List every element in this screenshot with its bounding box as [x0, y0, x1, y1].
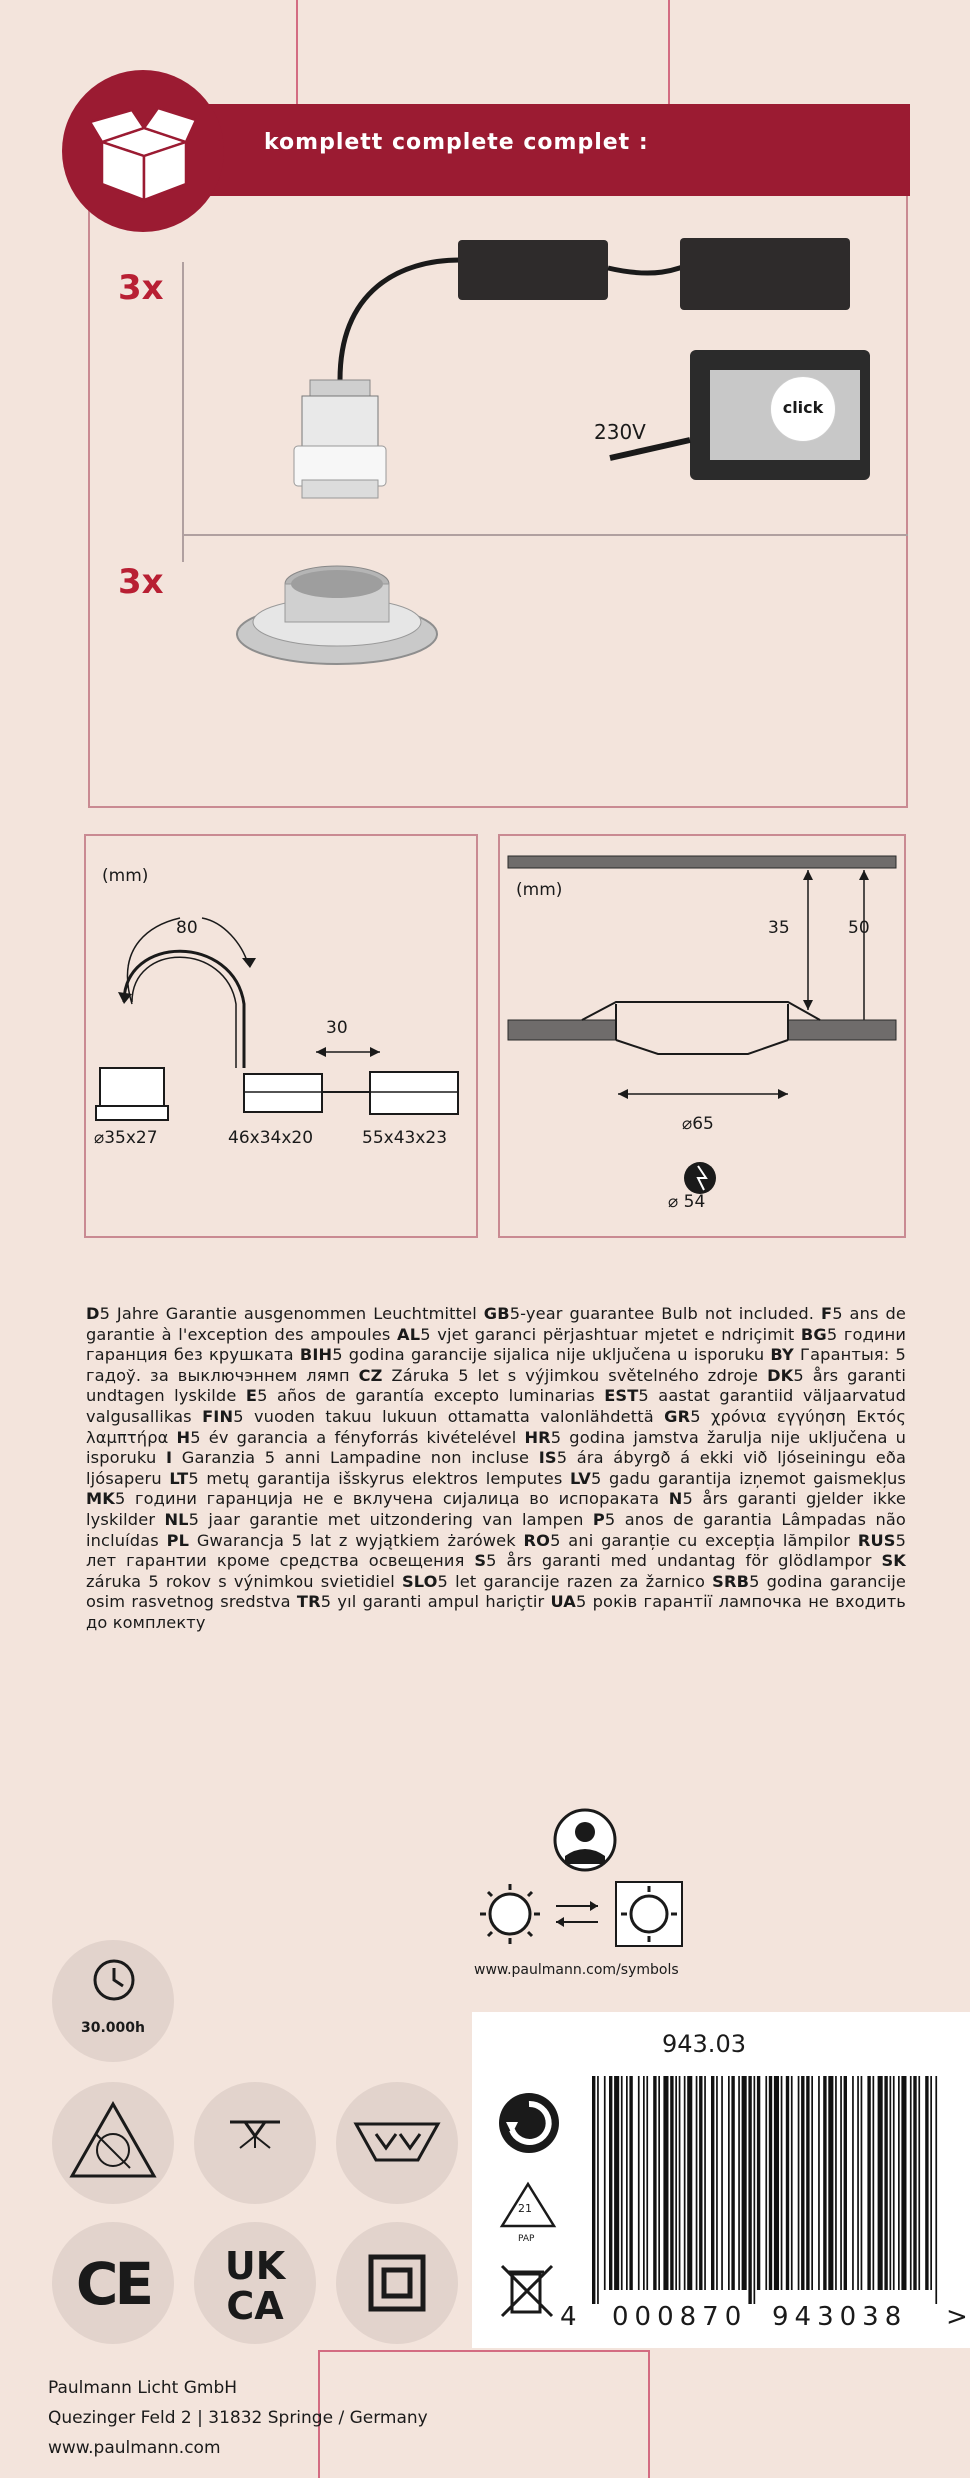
guarantee-lang-text: 5 års garanti undtagen lyskilde [86, 1365, 907, 1406]
depth-inner-label: 35 [768, 918, 790, 938]
barcode-bar [791, 2076, 793, 2290]
guarantee-lang-code: UA [550, 1592, 576, 1612]
dims-right-unit: (mm) [516, 880, 563, 900]
barcode-bar [653, 2076, 656, 2290]
ukca-mark-top: UK [224, 2244, 286, 2288]
mounting-badge [336, 2082, 458, 2204]
barcode-bar [901, 2076, 906, 2290]
guarantee-lang-code: FIN [202, 1406, 234, 1426]
guarantee-lang-text: 5 års garanti med undantag för glödlampor [486, 1551, 882, 1571]
ean-barcode [588, 2076, 948, 2304]
guarantee-lang-text: 5 ans de garantie à l'exception des ampoules [86, 1304, 906, 1344]
barcode-bar [604, 2076, 606, 2290]
guarantee-lang-code: RUS [857, 1530, 896, 1550]
barcode-bar [696, 2076, 698, 2290]
package-badge [62, 70, 224, 232]
barcode-bar [687, 2076, 692, 2290]
guarantee-lang-text: 5 års garanti gjelder ikke lyskilder [86, 1489, 906, 1529]
guarantee-lang-text: 5 jaar garantie met uitzondering van lampen [188, 1509, 593, 1529]
installer-sun-symbols [470, 1806, 700, 1956]
barcode-bar [878, 2076, 883, 2290]
company-website: www.paulmann.com [48, 2438, 221, 2458]
ean-first-digit: 4 [560, 2302, 577, 2332]
beam-badge [194, 2082, 316, 2204]
outer-diameter-label: ⌀ 54 [668, 1192, 706, 1212]
guarantee-lang-text: 5 Jahre Garantie ausgenommen Leuchtmittel [99, 1304, 484, 1323]
guarantee-lang-code: BG [800, 1324, 827, 1344]
row2-quantity: 3x [118, 562, 164, 602]
barcode-bar [873, 2076, 875, 2290]
recycle-icon [496, 2090, 562, 2156]
box-size-label: 55x43x23 [362, 1128, 448, 1148]
barcode-bar [742, 2076, 747, 2290]
guarantee-lang-text: 5 metų garantija išskyrus elektros lemputes [188, 1468, 571, 1488]
guarantee-lang-code: SLO [401, 1571, 438, 1591]
guarantee-lang-text: 5 vjet garanci përjashtuar mjetet e ndriçimit [420, 1324, 801, 1344]
company-name: Paulmann Licht GmbH [48, 2378, 238, 2398]
guarantee-lang-code: PL [166, 1530, 190, 1550]
ean-left-digits: 000870 [612, 2302, 748, 2332]
voltage-label: 230V [594, 420, 646, 444]
depth-outer-label: 50 [848, 918, 870, 938]
barcode-panel [472, 2012, 970, 2348]
guarantee-lang-text: záruka 5 rokov s výnimkou svietidiel [86, 1571, 402, 1591]
guarantee-lang-text: 5 godina garancije osim rasvetnog sredstva [86, 1571, 906, 1612]
guarantee-lang-text: 5 лет гарантии кроме средства освещения [86, 1530, 907, 1571]
barcode-bar [721, 2076, 723, 2290]
barcode-bar [781, 2076, 783, 2290]
barcode-bar [857, 2076, 859, 2290]
barcode-bar [801, 2076, 804, 2290]
guarantee-lang-code: SRB [712, 1571, 750, 1591]
barcode-bar [658, 2076, 660, 2290]
barcode-bar [621, 2076, 623, 2290]
guarantee-lang-text: Gwarancja 5 lat z wyjątkiem żarówek [189, 1530, 524, 1550]
guarantee-lang-code: IS [538, 1448, 557, 1468]
barcode-bar [925, 2076, 928, 2290]
barcode-bar [716, 2076, 718, 2290]
barcode-bar [704, 2076, 706, 2290]
contents-col-divider [182, 262, 184, 562]
barcode-bar [748, 2076, 751, 2304]
barcode-bar [699, 2076, 702, 2290]
ean-end-marker: > [946, 2302, 968, 2332]
barcode-bar [935, 2076, 937, 2304]
clock-icon [92, 1958, 136, 2002]
guarantee-lang-code: NL [164, 1509, 189, 1529]
guarantee-lang-code: BIH [299, 1345, 333, 1365]
guarantee-lang-text: 5 gadu garantija izņemot gaismekļus [590, 1468, 907, 1488]
guarantee-lang-code: BY [770, 1345, 794, 1365]
barcode-bar [754, 2076, 756, 2304]
barcode-bar [670, 2076, 673, 2290]
guarantee-lang-code: TR [296, 1592, 321, 1612]
company-address: Quezinger Feld 2 | 31832 Springe / Germany [48, 2408, 428, 2428]
cutout-dimension-drawing [498, 834, 906, 1238]
barcode-bar [731, 2076, 734, 2290]
barcode-bar [711, 2076, 714, 2290]
guarantee-lang-code: H [176, 1427, 191, 1447]
barcode-bar [675, 2076, 677, 2290]
barcode-bar [609, 2076, 612, 2290]
barcode-bar [663, 2076, 668, 2290]
barcode-bar [844, 2076, 847, 2290]
guarantee-lang-code: RO [523, 1530, 551, 1550]
driver-size-label: 46x34x20 [228, 1128, 314, 1148]
wiring-dimension-drawing [84, 834, 478, 1238]
guarantee-lang-code: LV [570, 1468, 591, 1488]
barcode-bar [643, 2076, 645, 2290]
guarantee-lang-text: 5 év garancia a fényforrás kivételével [190, 1427, 525, 1447]
barcode-bar [679, 2076, 681, 2290]
barcode-bar [861, 2076, 863, 2290]
barcode-bar [898, 2076, 900, 2290]
guarantee-lang-code: GB [483, 1304, 510, 1323]
guarantee-lang-text: 5 aastat garantiid väljaarvatud valgusallikas [86, 1386, 906, 1426]
guarantee-lang-text: 5 godina jamstva žarulja nije uključena u isporuku [86, 1427, 906, 1468]
barcode-bar [728, 2076, 730, 2290]
guarantee-lang-code: SK [881, 1551, 906, 1571]
barcode-bar [638, 2076, 640, 2290]
barcode-bar [884, 2076, 887, 2290]
contents-row-divider [182, 534, 908, 536]
guarantee-text [86, 1304, 906, 1634]
barcode-bar [913, 2076, 916, 2290]
barcode-bar [774, 2076, 779, 2290]
guarantee-lang-code: LT [169, 1468, 189, 1488]
guarantee-lang-code: D [86, 1304, 100, 1323]
guarantee-lang-text: 5 yıl garanti ampul hariçtir [320, 1592, 551, 1612]
barcode-bar [765, 2076, 767, 2290]
guarantee-lang-text: 5 років гарантії лампочка не входить до комплекту [86, 1592, 906, 1632]
barcode-bar [811, 2076, 813, 2290]
barcode-bar [806, 2076, 809, 2290]
row1-quantity: 3x [118, 268, 164, 308]
barcode-bar [629, 2076, 632, 2290]
guarantee-lang-code: GR [664, 1406, 691, 1426]
gap-length-label: 30 [326, 1018, 348, 1038]
barcode-bar [626, 2076, 628, 2290]
guarantee-lang-text: 5-year guarantee Bulb not included. [509, 1304, 821, 1323]
lifetime-badge [52, 1940, 174, 2062]
guarantee-lang-code: AL [397, 1324, 421, 1344]
impact-test-icon [66, 2096, 160, 2190]
click-badge-text: click [782, 398, 824, 417]
barcode-bar [930, 2076, 932, 2290]
barcode-bar [646, 2076, 648, 2290]
beam-angle-icon [220, 2102, 290, 2162]
guarantee-lang-text: Garanzia 5 anni Lampadine non incluse [172, 1448, 539, 1468]
barcode-bar [684, 2076, 686, 2290]
barcode-bar [592, 2076, 595, 2304]
barcode-bar [769, 2076, 772, 2290]
barcode-bar [890, 2076, 892, 2290]
guarantee-lang-code: DK [767, 1365, 794, 1385]
lifetime-hours: 30.000h [81, 2020, 145, 2036]
mounting-surface-icon [352, 2116, 442, 2170]
barcode-bar [852, 2076, 854, 2290]
guarantee-lang-code: N [668, 1489, 683, 1509]
guarantee-lang-text: 5 años de garantía excepto luminarias [257, 1386, 605, 1406]
guarantee-lang-text: Гарантыя: 5 гадоў. за выключэннем лямп [86, 1345, 906, 1385]
cable-length-label: 80 [176, 918, 198, 938]
ukca-mark-bottom: CA [226, 2284, 284, 2328]
barcode-bar [818, 2076, 820, 2290]
guarantee-lang-code: EST [604, 1386, 639, 1406]
barcode-bar [823, 2076, 826, 2290]
top-guide-right [668, 0, 670, 106]
guarantee-lang-text: 5 ára ábyrgð á ekki við ljóseiningu eða ljósaperu [86, 1448, 907, 1488]
cutout-diameter-label: ⌀65 [682, 1114, 714, 1134]
recycling-label: PAP [518, 2234, 535, 2244]
ean-right-digits: 943038 [772, 2302, 908, 2332]
lamp-size-label: ⌀35x27 [94, 1128, 158, 1148]
guarantee-lang-code: P [592, 1509, 605, 1529]
ce-badge [52, 2222, 174, 2344]
guarantee-lang-text: 5 години гаранция без крушката [86, 1324, 906, 1365]
class2-badge [336, 2222, 458, 2344]
barcode-bar [597, 2076, 599, 2304]
barcode-bar [910, 2076, 912, 2290]
barcode-bar [738, 2076, 740, 2290]
guarantee-lang-text: 5 anos de garantia Lâmpadas não incluídas [86, 1509, 906, 1550]
barcode-bar [757, 2076, 760, 2290]
guarantee-lang-text: 5 let garancije razen za žarnico [437, 1571, 713, 1591]
ukca-badge [194, 2222, 316, 2344]
guarantee-lang-text: 5 godina garancije sijalica nije uključena u isporuku [332, 1345, 771, 1365]
barcode-bar [614, 2076, 619, 2290]
barcode-bar [828, 2076, 833, 2290]
barcode-bar [867, 2076, 870, 2290]
guarantee-lang-code: MK [86, 1489, 115, 1509]
barcode-bar [835, 2076, 837, 2290]
guarantee-lang-code: F [820, 1304, 833, 1323]
article-number: 943.03 [662, 2030, 746, 2058]
open-box-icon [62, 70, 224, 232]
guarantee-lang-text: 5 vuoden takuu lukuun ottamatta valonlähdettä [233, 1406, 665, 1426]
barcode-bar [786, 2076, 789, 2290]
recessed-ring-illustration [222, 546, 452, 676]
barcode-bar [893, 2076, 895, 2290]
guarantee-lang-text: 5 χρόνια εγγύηση Εκτός λαμπτήρα [86, 1406, 906, 1447]
barcode-bar [918, 2076, 920, 2290]
recycling-number: 21 [518, 2202, 532, 2215]
ce-mark: CE [75, 2250, 151, 2318]
guarantee-lang-code: HR [524, 1427, 551, 1447]
dims-left-unit: (mm) [102, 866, 149, 886]
guarantee-lang-code: S [474, 1551, 487, 1571]
top-guide-left [296, 0, 298, 106]
barcode-bar [840, 2076, 842, 2290]
guarantee-lang-code: CZ [358, 1365, 383, 1385]
guarantee-lang-text: Záruka 5 let s výjimkou světelného zdroje [382, 1365, 768, 1385]
symbols-url: www.paulmann.com/symbols [474, 1962, 679, 1978]
weee-bin-icon [498, 2260, 556, 2322]
protection-class-ii-icon [368, 2254, 426, 2312]
impact-badge [52, 2082, 174, 2204]
guarantee-lang-text: 5 години гаранција не е вклучена сијалица во испораката [114, 1489, 669, 1509]
guarantee-lang-code: I [165, 1448, 173, 1468]
guarantee-lang-code: E [245, 1386, 258, 1406]
click-badge [770, 376, 836, 442]
contents-heading: komplett complete complet : [264, 130, 649, 155]
guarantee-lang-text: 5 ani garanție cu excepția lămpilor [550, 1530, 858, 1550]
barcode-bar [798, 2076, 800, 2290]
